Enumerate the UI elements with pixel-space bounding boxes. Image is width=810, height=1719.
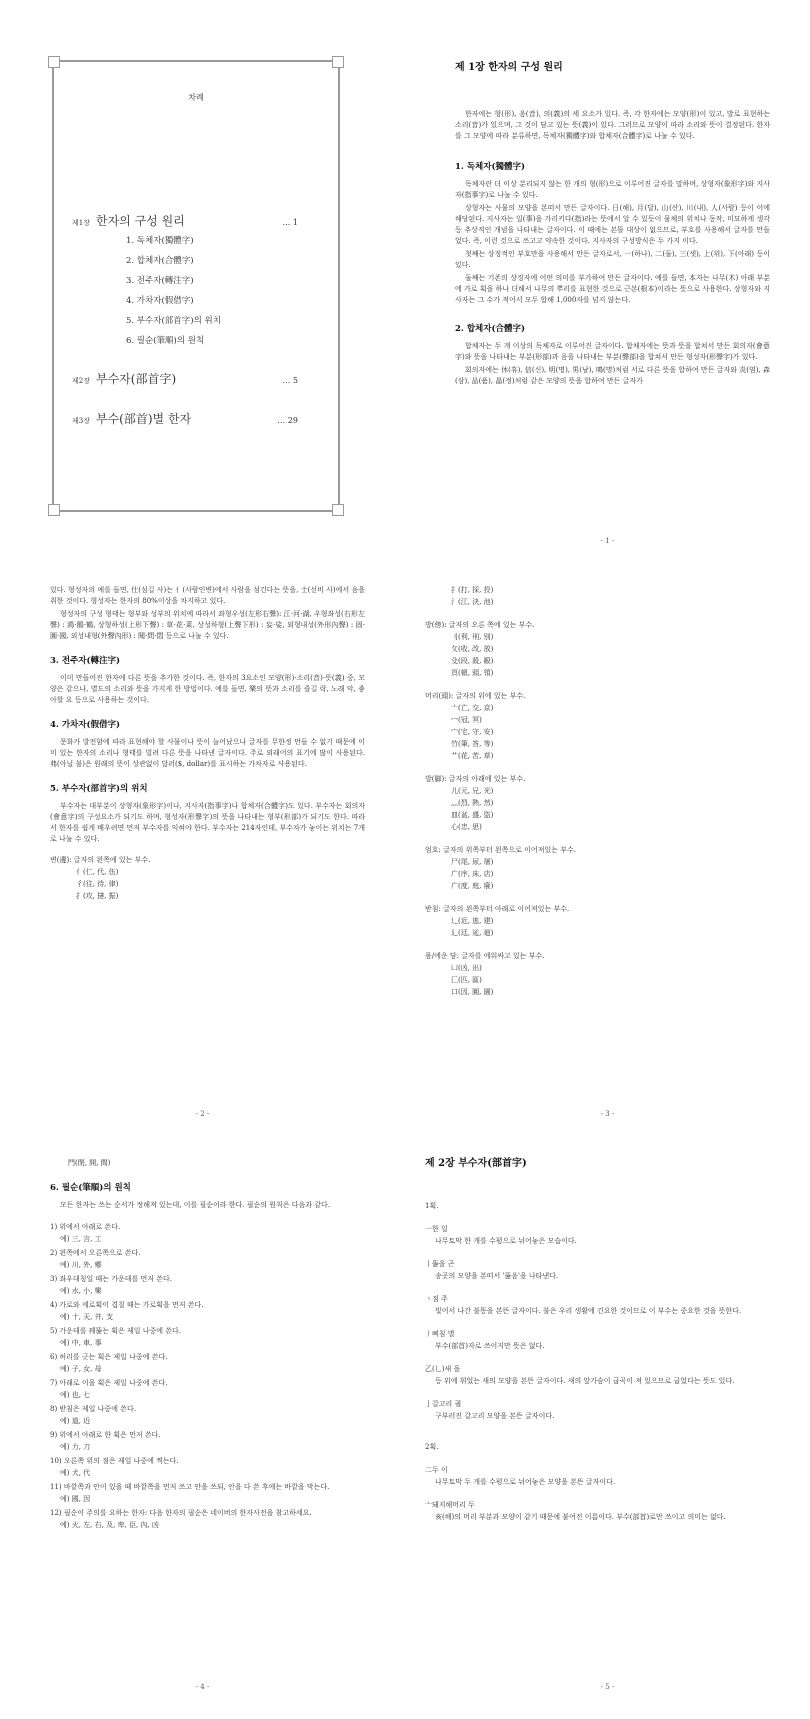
chapter-title: 제 2장 부수자(部首字) (425, 1158, 527, 1169)
radical-entry-head: 二두 이 (425, 1466, 448, 1474)
rule-example: 예) 子, 女, 母 (60, 1365, 102, 1373)
rule-text: 9) 위에서 아래로 한 획은 먼저 쓴다. (50, 1431, 161, 1439)
radical-example: 匚(匹, 區) (451, 976, 482, 984)
radical-example: 廴(廷, 延, 廻) (451, 929, 494, 937)
chapter-label: 부수자(部首字) (95, 372, 177, 386)
section-title: 5. 부수자(部首字)의 위치 (50, 784, 148, 794)
radical-label: 머리(頭): 글자의 위에 있는 부수. (425, 692, 526, 700)
paragraph: 독체자란 더 이상 분리되지 않는 한 개의 형(形)으로 이루어진 글자를 말하며, 상형자(象形字)와 지사자(指事字)로 나눌 수 있다. (455, 180, 770, 199)
chapter-prefix: 제3장 (72, 417, 90, 425)
paragraph: 문화가 발전함에 따라 표현해야 할 사물이나 뜻이 늘어났으나 글자를 무한정 만들 수 없기 때문에 이미 있는 한자의 소리나 형태를 빌려 다른 뜻을 나타낸 글자이다. 주로 외래어의 표기에 많이 사용된다. 弗(아닐 불)은 원래의 뜻이 상관없이 달러($, dollar)를 표시하는 가차자로 사용된다. (50, 738, 365, 768)
radical-example: 尸(尾, 尿, 屠) (451, 858, 494, 866)
chapter-label: 한자의 구성 원리 (95, 214, 185, 228)
page-4 (0, 1146, 405, 1719)
radical-example: 刂(利, 刑, 別) (451, 633, 494, 641)
rule-example: 예) 也, 七 (60, 1391, 91, 1399)
radical-entry-desc: 빛어서 나간 불똥을 본뜬 글자이다. 불은 우리 생활에 긴요한 것이므로 이 부수는 중요한 것을 뜻한다. (435, 1307, 742, 1315)
page-number: - 4 - (195, 1683, 210, 1691)
radical-example: 氵(江, 決, 池) (451, 598, 494, 606)
section-title: 1. 독체자(獨體字) (455, 162, 526, 172)
frame-corner (48, 504, 60, 516)
section-title: 4. 가차자(假借字) (50, 720, 121, 730)
toc-sub-2[interactable]: 2. 합체자(合體字) (126, 256, 194, 266)
stroke-count-heading: 2획. (425, 1443, 439, 1451)
rule-text: 5) 가운데를 꿰뚫는 획은 제일 나중에 쓴다. (50, 1327, 181, 1335)
paragraph: 부수자는 대부분이 상형자(象形字)이나, 지사자(指事字)나 합체자(合體字)도 있다. 부수자는 회의자(會意字)의 구성요소가 되기도 하며, 형성자(形聲字)의 뜻을 나타내는 형부(形部)가 되기도 한다. 따라서 한자를 쉽게 배우려면 먼저 부수자를 익혀야 한다. 부수자는 214자인데, 부수자가 놓이는 위치는 7개로 나눌 수 있다. (50, 802, 365, 843)
rule-example: 예) 火, 左, 右, 及, 卑, 臣, 內, 凶 (60, 1521, 159, 1529)
rule-example: 예) 川, 外, 鄕 (60, 1261, 102, 1269)
radical-label: 엄호: 글자의 위쪽부터 왼쪽으로 이어져있는 부수. (425, 846, 576, 854)
radical-entry-head: 丶점 주 (425, 1295, 448, 1303)
radical-entry-desc: 구부러진 갈고리 모양을 본뜬 글자이다. (435, 1412, 555, 1420)
page-3 (405, 573, 810, 1146)
chapter-title: 제 1장 한자의 구성 원리 (455, 62, 563, 73)
radical-example: 广(度, 庭, 廢) (451, 882, 494, 890)
chapter-page: … 1 (282, 218, 298, 227)
radical-entry-desc: 부수(部首)자로 쓰이지만 뜻은 없다. (435, 1342, 545, 1350)
radical-example: 冖(冠, 冥) (451, 716, 482, 724)
page-number: - 2 - (195, 1110, 210, 1118)
radical-entry-head: 一한 일 (425, 1225, 448, 1233)
chapter-label: 부수(部首)별 한자 (95, 412, 192, 426)
radical-label: 발(脚): 글자의 아래에 있는 부수. (425, 775, 526, 783)
radical-example: 頁(頓, 頭, 領) (451, 669, 494, 677)
rule-example: 예) 國, 因 (60, 1495, 91, 1503)
rule-example: 예) 中, 車, 事 (60, 1339, 102, 1347)
radical-entry-head: 丿삐침 별 (425, 1330, 455, 1338)
rule-text: 10) 오른쪽 위의 점은 제일 나중에 찍는다. (50, 1457, 179, 1465)
rule-example: 예) 力, 刀 (60, 1443, 91, 1451)
toc-page (0, 0, 405, 573)
section-title: 3. 전주자(轉注字) (50, 656, 121, 666)
rule-text: 6) 허리를 긋는 획은 제일 나중에 쓴다. (50, 1353, 168, 1361)
rule-example: 예) 犬, 代 (60, 1469, 91, 1477)
chapter-page: … 29 (277, 416, 298, 425)
toc-title: 차례 (188, 93, 204, 102)
stroke-count-heading: 1획. (425, 1202, 439, 1210)
radical-example: 扌(攻, 撻, 振) (76, 892, 119, 900)
paragraph: 형성자의 구성 형태는 형부와 성부의 위치에 따라서 좌형우성(左形右聲): 江·河·湖, 우형좌성(右形左聲) : 鴻·鵝·鶴, 상형하성(上形下聲) : 草·花·菜, 상성하형(上聲下形) : 妄·娑, 외형내성(外形內聲) : 固·圓·國, 외성내형(外聲內形) : 聞·問·悶 등으로 나눌 수 있다. (50, 610, 365, 640)
page-number: - 3 - (600, 1110, 615, 1118)
paragraph: 첫째는 상징적인 부호만을 사용해서 만든 글자로서, 一(하나), 二(둘), 三(셋), 上(위), 下(아래) 등이 있다. (455, 250, 770, 269)
rule-example: 예) 水, 小, 樂 (60, 1287, 102, 1295)
radical-example: 殳(段, 殺, 毆) (451, 657, 494, 665)
rule-text: 3) 좌우대칭일 때는 가운데를 먼저 쓴다. (50, 1275, 172, 1283)
toc-chapter-3[interactable] (72, 410, 298, 427)
radical-example: 儿(元, 兄, 光) (451, 787, 494, 795)
radical-example: 扌(打, 採, 投) (451, 586, 494, 594)
radical-example: 辶(近, 逃, 建) (451, 917, 494, 925)
toc-chapter-1[interactable] (72, 212, 298, 229)
section-title: 6. 필순(筆順)의 원칙 (50, 1183, 131, 1193)
rule-example: 예) 道, 近 (60, 1417, 91, 1425)
toc-sub-3[interactable]: 3. 전주자(轉注字) (126, 276, 194, 286)
paragraph: 모든 한자는 쓰는 순서가 정해져 있는데, 이를 필순이라 한다. 필순의 원칙은 다음과 같다. (60, 1201, 331, 1209)
paragraph: 회의자에는 休(휴), 信(신), 明(명), 男(남), 鳴(명)처럼 서로 다른 뜻을 합하여 만든 글자와 炎(염), 森(삼), 品(품), 晶(정)처럼 같은 모양의 뜻을 합하여 만든 글자가 (455, 366, 770, 385)
page-5 (405, 1146, 810, 1719)
rule-text: 7) 아래로 이을 획은 제일 나중에 쓴다. (50, 1379, 168, 1387)
rule-example: 예) 十, 天, 井, 支 (60, 1313, 114, 1321)
rule-text: 8) 받침은 제일 나중에 쓴다. (50, 1405, 136, 1413)
radical-entry-desc: 등 위에 휘었는 새의 모양을 본뜬 글자이다. 새의 앞가슴이 굽곡이 져 있으므로 굽었다는 뜻도 있다. (435, 1377, 735, 1385)
toc-chapter-2[interactable] (72, 370, 298, 387)
radical-label: 몸/에운 담: 글자를 에워싸고 있는 부수. (425, 952, 545, 960)
radical-example: 竹(筆, 答, 等) (451, 740, 494, 748)
section-title: 2. 합체자(合體字) (455, 324, 526, 334)
radical-example: 亻(仁, 代, 伍) (76, 868, 119, 876)
radical-example: 心(忠, 思) (451, 823, 482, 831)
toc-frame (52, 60, 340, 512)
radical-entry-desc: 송곳의 모양을 본떠서 '뚫음'을 나타낸다. (435, 1272, 559, 1280)
chapter-page: … 5 (282, 376, 298, 385)
rule-text: 12) 필순이 주의를 요하는 한자: 다음 한자의 필순은 네이버의 한자사전을 참고하세요. (50, 1509, 312, 1517)
radical-entry-desc: 나무토막 한 개를 수평으로 뉘어놓은 모습이다. (435, 1237, 577, 1245)
radical-label: 받침: 글자의 왼쪽부터 아래로 이어져있는 부수. (425, 905, 570, 913)
radical-entry-head: 乙(乚)새 을 (425, 1365, 461, 1373)
radical-example: 門(閉, 開, 間) (68, 1159, 111, 1167)
radical-entry-head: 亅갈고리 궐 (425, 1400, 462, 1408)
toc-sub-5[interactable]: 5. 부수자(部首字)의 위치 (126, 316, 221, 326)
radical-entry-head: 丨뚫을 곤 (425, 1260, 455, 1268)
page-number: - 1 - (600, 537, 615, 545)
paragraph: 둘째는 기존의 상징자에 어떤 의미를 부가하여 만든 글자이다. 예를 들면, 本자는 나무(木) 아래 부분에 가로 획을 하나 더해서 나무의 뿌리를 표현한 것으로 근본(根本)이라는 뜻으로 사용한다. 상형자와 지사자는 그 수가 적어서 모두 합해 1,000자를 넘지 않는다. (455, 274, 770, 304)
radical-entry-desc: 亥(해)의 머리 부분과 모양이 같기 때문에 붙여진 이름이다. 부수(部首)로만 쓰이고 의미는 없다. (435, 1513, 726, 1521)
page-2 (0, 573, 405, 1146)
radical-example: 广(序, 床, 店) (451, 870, 494, 878)
frame-corner (48, 56, 60, 68)
chapter-prefix: 제1장 (72, 219, 90, 227)
radical-example: 口(因, 圓, 園) (451, 988, 494, 996)
radical-example: 亠(亡, 交, 京) (451, 704, 494, 712)
rule-text: 1) 위에서 아래로 쓴다. (50, 1223, 121, 1231)
page-number: - 5 - (600, 1683, 615, 1691)
rule-text: 2) 왼쪽에서 오른쪽으로 쓴다. (50, 1249, 141, 1257)
intro-paragraph: 한자에는 형(形), 음(音), 의(義)의 세 요소가 있다. 즉, 각 한자에는 모양(形)이 있고, 발로 표현하는 소리(音)가 있으며, 그 것이 담고 있는 뜻(義)이 있다. 그러므로 모양이 따라 소리와 뜻이 결정된다. 한자를 그 모양에 따라 분류하면, 독체자(獨體字)와 합체자(合體字)로 나눌 수 있다. (455, 110, 770, 140)
toc-sub-4[interactable]: 4. 가차자(假借字) (126, 296, 194, 306)
rule-text: 4) 가로와 세로획이 겹칠 때는 가로획을 먼저 쓴다. (50, 1301, 204, 1309)
paragraph: 합체자는 두 개 이상의 독체자로 이루어진 글자이다. 합체자에는 뜻과 뜻을 합쳐서 만든 회의자(會意字)와 뜻을 나타내는 부분(形部)과 음을 나타내는 부분(聲部)을 합쳐서 만든 형성자(形聲字)가 있다. (455, 342, 770, 361)
paragraph: 상형자는 사물의 모양을 본떠서 만든 글자이다. 日(해), 月(달), 山(산), 川(내), 人(사람) 등이 이에 해당된다. 지사자는 일(事)을 가리키다(指)라는 뜻에서 알 수 있듯이 물체의 위치나 동작, 미묘하게 생각 등 추상적인 개념을 나타내는 글자이다. 이 때에는 본뜰 대상이 없으므로, 부호를 사용해서 글자를 만들었다. 즉, 이런 것으로 쓰고고 약속한 것이다. 지사자의 구성방식은 두 가지 이다. (455, 204, 770, 245)
radical-entry-desc: 나무토막 두 개를 수평으로 뉘어놓은 모양을 본뜬 글자이다. (435, 1478, 616, 1486)
radical-example: 攵(收, 改, 放) (451, 645, 494, 653)
toc-sub-6[interactable]: 6. 필순(筆順)의 원칙 (126, 336, 205, 346)
radical-example: 宀(宅, 守, 安) (451, 728, 494, 736)
radical-example: 凵(凶, 出) (451, 964, 482, 972)
radical-example: 艹(花, 苦, 草) (451, 752, 494, 760)
radical-label: 변(邊): 글자의 왼쪽에 있는 부수. (50, 856, 151, 864)
rule-text: 11) 바깥쪽과 안이 있을 때 바깥쪽을 먼저 쓰고 안을 쓰되, 안을 다 쓴 후에는 바깥을 막는다. (50, 1483, 330, 1491)
radical-example: 彳(往, 待, 律) (76, 880, 119, 888)
radical-label: 방(傍): 글자의 오른 쪽에 있는 부수. (425, 621, 535, 629)
frame-corner (332, 504, 344, 516)
page-1 (405, 0, 810, 573)
paragraph: 이미 만들어진 한자에 다른 뜻을 추가한 것이다. 즉, 한자의 3요소인 모양(形)·소리(音)·뜻(義) 중, 모양은 같으나, 별도의 소리와 뜻을 가지게 한 방법이다. 예를 들면, 樂의 뜻과 소리를 즐길 락, 노래 악, 좋아할 요 등으로 사용하는 것이다. (50, 674, 365, 704)
frame-corner (332, 56, 344, 68)
radical-entry-head: 亠돼지해머리 두 (425, 1501, 475, 1509)
radical-example: 灬(烈, 熱, 然) (451, 799, 494, 807)
paragraph: 있다. 형성자의 예를 들면, 仕(섬길 사)는 亻(사람인변)에서 사람을 섬긴다는 뜻을, 士(선비 사)에서 음을 취한 것이다. 형성자는 한자의 80%이상을 차지하고 있다. (50, 586, 365, 605)
radical-example: 皿(盆, 盛, 盜) (451, 811, 494, 819)
chapter-prefix: 제2장 (72, 377, 90, 385)
rule-example: 예) 三, 言, 工 (60, 1235, 102, 1243)
toc-sub-1[interactable]: 1. 독체자(獨體字) (126, 236, 194, 246)
